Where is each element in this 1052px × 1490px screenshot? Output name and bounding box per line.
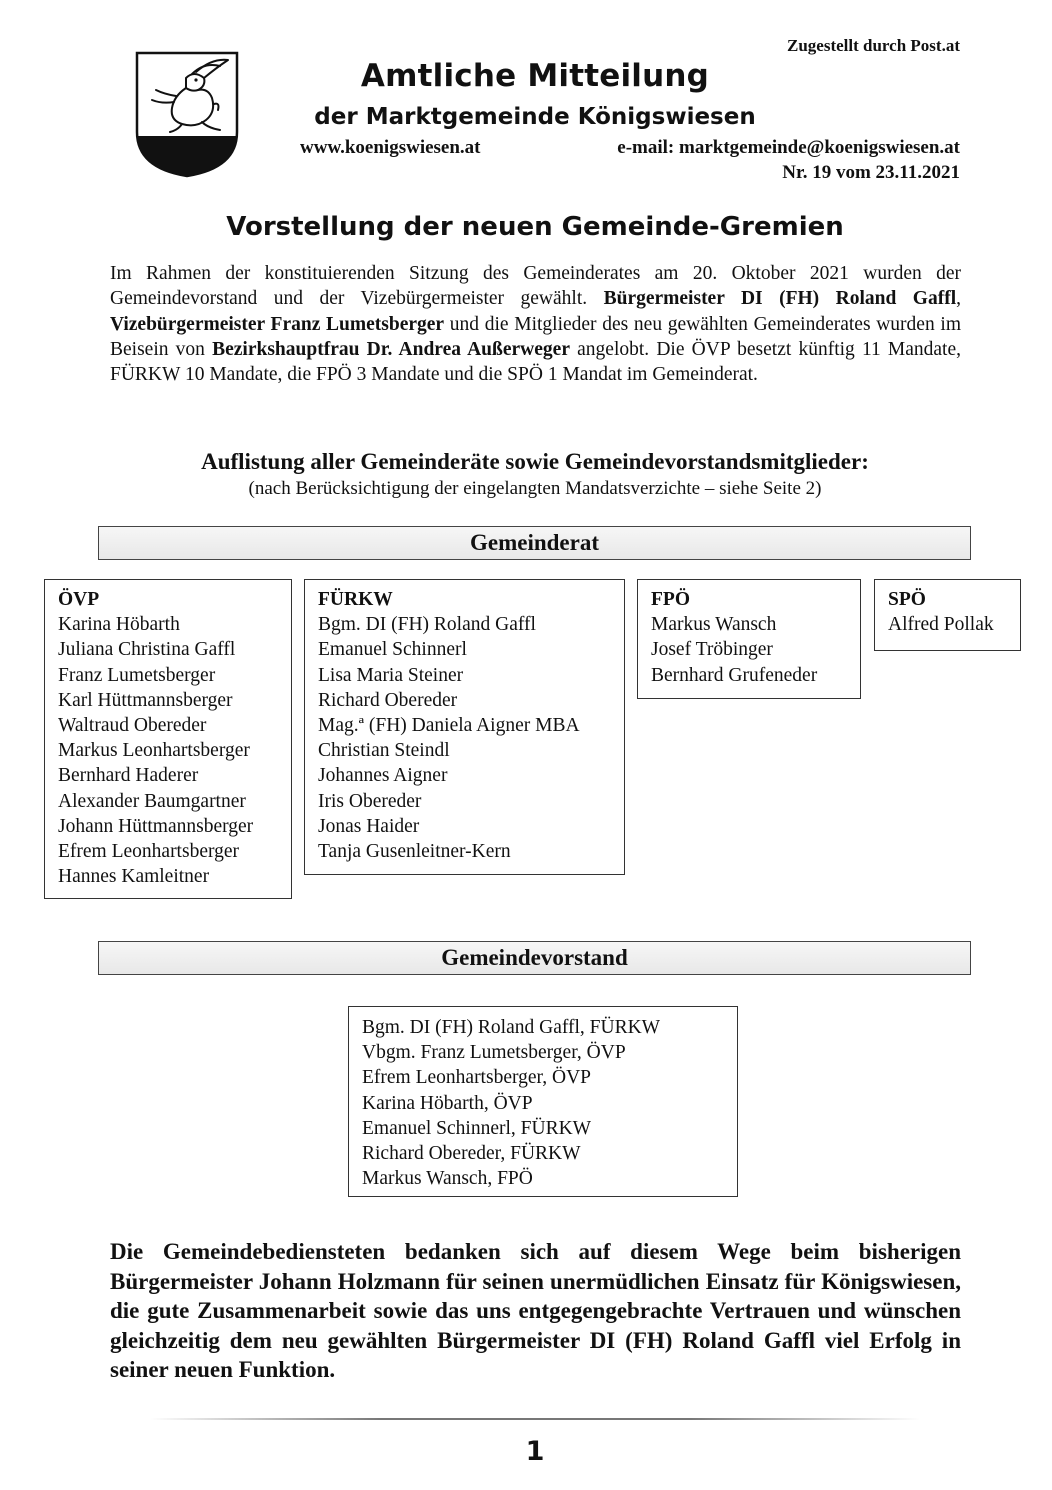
member-name: Richard Obereder xyxy=(318,689,458,711)
delivery-note: Zugestellt durch Post.at xyxy=(787,36,960,55)
member-name: Franz Lumetsberger xyxy=(58,664,216,686)
member-list xyxy=(888,612,1007,637)
board-box xyxy=(348,1006,738,1197)
issue-number: Nr. 19 vom 23.11.2021 xyxy=(782,162,960,183)
member-name: Bernhard Grufeneder xyxy=(651,664,818,686)
email-link[interactable]: e-mail: marktgemeinde@koenigswiesen.at xyxy=(617,137,960,158)
member-name: Emanuel Schinnerl xyxy=(318,639,467,661)
list-subheading: (nach Berücksichtigung der eingelangten Mandatsverzichte – siehe Seite 2) xyxy=(248,478,822,499)
page-headline: Vorstellung der neuen Gemeinde-Gremien xyxy=(226,212,844,242)
intro-paragraph: Im Rahmen der konstituierenden Sitzung des Gemeinderates am 20. Oktober 2021 wurden der Gemeindevorstand und der Vizebürgermeister gewählt. Bürgermeister DI (FH) Roland Gaffl, Vizebürgermeister Franz Lumetsberger und die Mitglieder des neu gewählten Gemeinderates wurden im Beisein von Bezirkshauptfrau Dr. Andrea Außerweger angelobt. Die ÖVP besetzt künftig 11 Mandate, FÜRKW 10 Mandate, die FPÖ 3 Mandate und die SPÖ 1 Mandat im Gemeinderat. xyxy=(110,263,961,386)
party-name: SPÖ xyxy=(888,589,926,610)
member-name: Josef Tröbinger xyxy=(651,639,773,661)
coat-of-arms-logo xyxy=(134,50,240,178)
member-name: Markus Wansch, FPÖ xyxy=(362,1168,533,1190)
member-name: Vbgm. Franz Lumetsberger, ÖVP xyxy=(362,1042,626,1064)
party-name: FÜRKW xyxy=(318,589,393,610)
party-name: ÖVP xyxy=(58,589,100,610)
member-name: Hannes Kamleitner xyxy=(58,866,210,888)
member-name: Bgm. DI (FH) Roland Gaffl xyxy=(318,614,536,636)
board-title-bar: Gemeindevorstand xyxy=(98,941,971,975)
member-name: Markus Leonhartsberger xyxy=(58,740,250,762)
member-name: Waltraud Obereder xyxy=(58,715,207,737)
member-name: Bgm. DI (FH) Roland Gaffl, FÜRKW xyxy=(362,1017,661,1038)
member-name: Tanja Gusenleitner-Kern xyxy=(318,841,511,863)
council-title-bar: Gemeinderat xyxy=(98,526,971,560)
member-name: Efrem Leonhartsberger, ÖVP xyxy=(362,1067,591,1089)
member-name: Jonas Haider xyxy=(318,815,420,837)
member-name: Karina Höbarth, ÖVP xyxy=(362,1092,533,1114)
member-name: Karl Hüttmannsberger xyxy=(58,689,233,711)
publication-title: Amtliche Mitteilung xyxy=(360,58,710,94)
member-list xyxy=(362,1015,724,1191)
member-name: Alfred Pollak xyxy=(888,614,994,636)
publication-subtitle: der Marktgemeinde Königswiesen xyxy=(314,104,756,130)
member-name: Karina Höbarth xyxy=(58,614,180,636)
page-number: 1 xyxy=(525,1436,545,1467)
member-list xyxy=(651,612,847,688)
member-name: Alexander Baumgartner xyxy=(58,790,246,812)
list-heading: Auflistung aller Gemeinderäte sowie Gemeindevorstandsmitglieder: xyxy=(201,449,869,474)
member-name: Johannes Aigner xyxy=(318,765,448,787)
member-list xyxy=(318,612,611,864)
member-name: Juliana Christina Gaffl xyxy=(58,639,236,661)
website-link[interactable]: www.koenigswiesen.at xyxy=(300,137,481,158)
footer-divider xyxy=(150,1418,920,1420)
member-name: Mag.ª (FH) Daniela Aigner MBA xyxy=(318,715,580,737)
member-name: Bernhard Haderer xyxy=(58,765,199,787)
party-box-fpoe xyxy=(637,579,861,699)
closing-paragraph: Die Gemeindebediensteten bedanken sich auf diesem Wege beim bisherigen Bürgermeister Johann Holzmann für seinen unermüdlichen Einsatz für Königswiesen, die gute Zusammenarbeit sowie das uns entgegengebrachte Vertrauen und wünschen gleichzeitig dem neu gewählten Bürgermeister DI (FH) Roland Gaffl viel Erfolg in seiner neuen Funktion. xyxy=(110,1239,961,1382)
party-box-fuerkw xyxy=(304,579,625,875)
member-name: Iris Obereder xyxy=(318,790,422,812)
member-name: Emanuel Schinnerl, FÜRKW xyxy=(362,1117,592,1139)
party-box-oevp xyxy=(44,579,292,899)
member-name: Johann Hüttmannsberger xyxy=(58,815,254,837)
party-box-spoe xyxy=(874,579,1021,651)
member-name: Christian Steindl xyxy=(318,740,450,762)
member-name: Markus Wansch xyxy=(651,614,777,636)
member-name: Lisa Maria Steiner xyxy=(318,664,464,686)
member-name: Efrem Leonhartsberger xyxy=(58,841,240,863)
member-name: Richard Obereder, FÜRKW xyxy=(362,1143,581,1165)
party-name: FPÖ xyxy=(651,589,690,610)
member-list xyxy=(58,612,278,889)
